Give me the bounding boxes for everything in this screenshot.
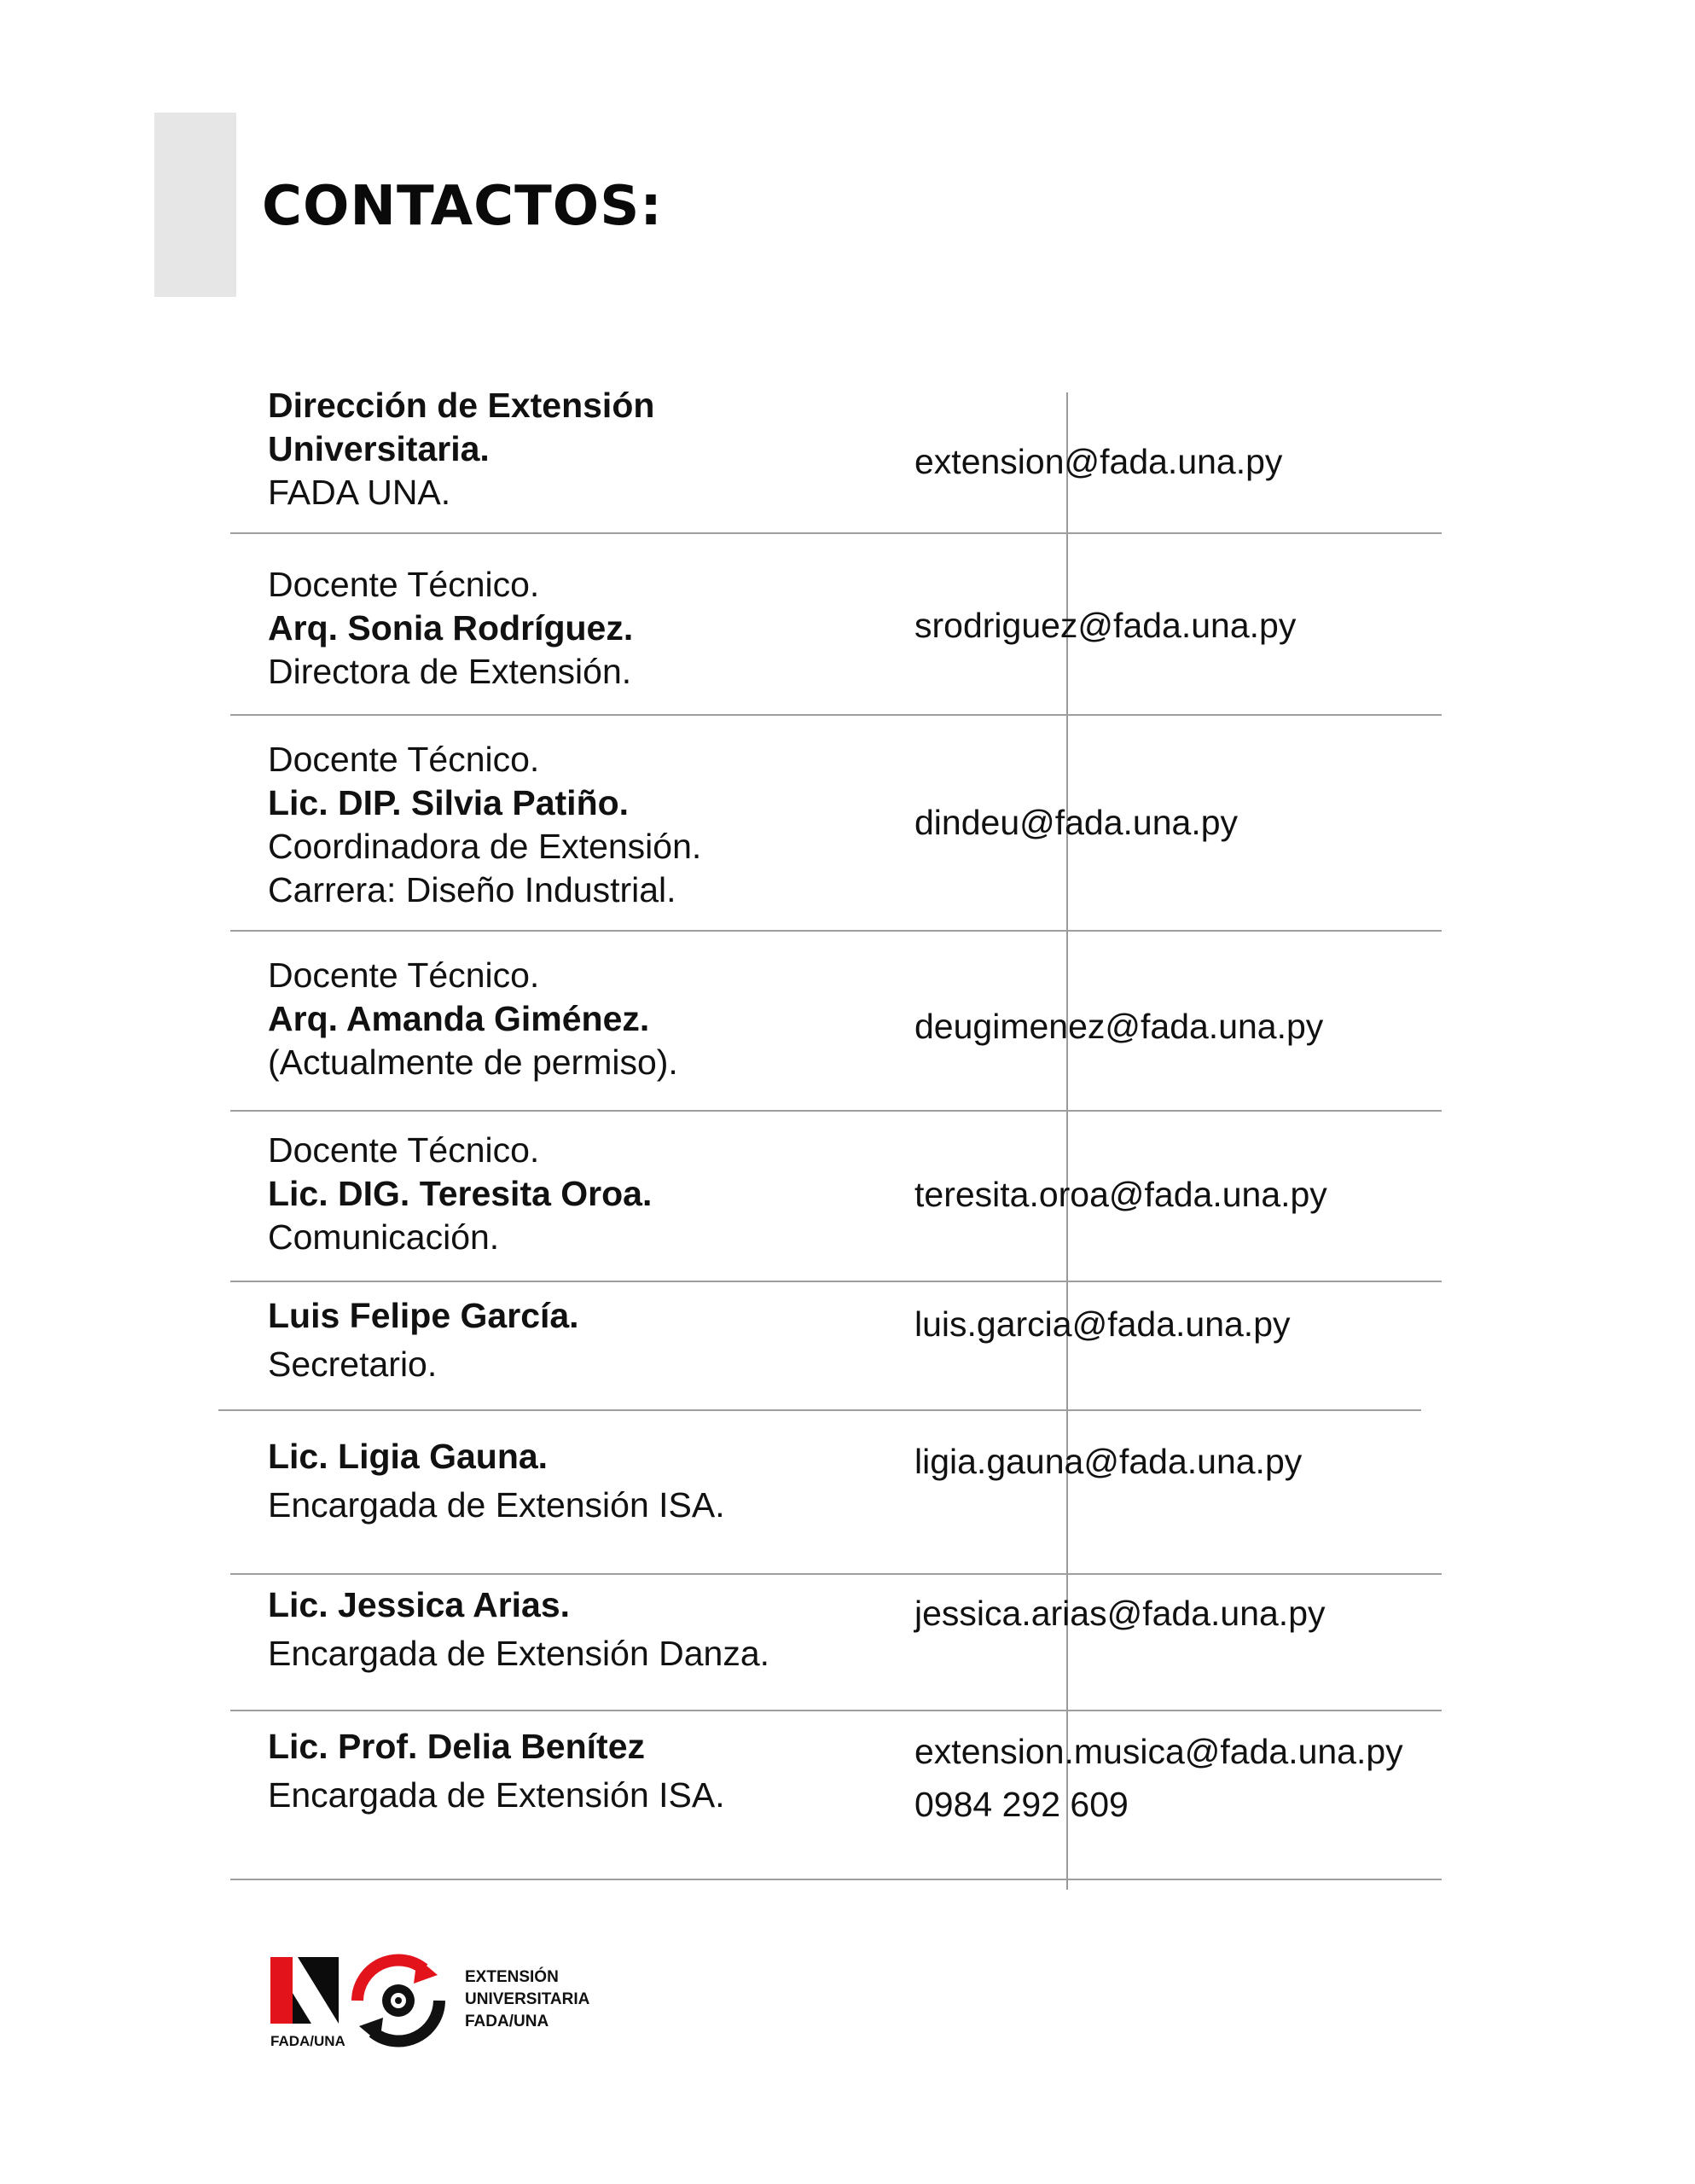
page-title: CONTACTOS: — [262, 175, 663, 238]
contact-line: FADA UNA. — [268, 473, 451, 512]
contact-line: Docente Técnico. — [268, 740, 540, 779]
contact-line: Lic. Ligia Gauna. — [268, 1437, 549, 1476]
contact-line: Docente Técnico. — [268, 956, 540, 995]
contact-row-sonia — [230, 534, 1442, 716]
contact-line: Lic. Prof. Delia Benítez — [268, 1727, 645, 1766]
email-link[interactable]: luis.garcia@fada.una.py — [914, 1304, 1291, 1344]
title-accent-bar — [154, 113, 236, 297]
email-link[interactable]: srodriguez@fada.una.py — [914, 606, 1297, 645]
email-link[interactable]: extension@fada.una.py — [914, 442, 1283, 481]
contact-line: Universitaria. — [268, 429, 490, 468]
email-link[interactable]: extension.musica@fada.una.py — [914, 1732, 1403, 1771]
fada-logo-dot — [319, 2009, 328, 2018]
extension-line-3: FADA/UNA — [465, 2013, 549, 2030]
contact-line: Docente Técnico. — [268, 565, 540, 604]
contact-email[interactable] — [914, 1298, 1291, 1350]
extension-core-dot — [395, 1997, 402, 2004]
contact-line: (Actualmente de permiso). — [268, 1043, 678, 1082]
contact-line: Secretario. — [268, 1345, 438, 1384]
contact-email[interactable] — [914, 1587, 1326, 1640]
phone-number: 0984 292 609 — [914, 1785, 1129, 1824]
fada-logo — [270, 1957, 345, 2049]
contact-line: Dirección de Extensión — [268, 386, 655, 425]
extension-logo — [357, 1958, 439, 2043]
email-link[interactable]: ligia.gauna@fada.una.py — [914, 1442, 1303, 1481]
contact-line: Docente Técnico. — [268, 1130, 540, 1170]
contact-row-ligia — [230, 1411, 1442, 1575]
contact-info — [268, 563, 633, 694]
email-link[interactable]: deugimenez@fada.una.py — [914, 1007, 1324, 1046]
contact-row-amanda — [230, 932, 1442, 1112]
extension-line-1: EXTENSIÓN — [465, 1968, 559, 1986]
contact-info — [268, 1294, 579, 1386]
contact-email[interactable] — [914, 1725, 1403, 1831]
contact-row-delia — [230, 1711, 1442, 1880]
contact-info — [268, 384, 654, 514]
contact-line: Directora de Extensión. — [268, 652, 632, 691]
contact-info — [268, 1435, 725, 1527]
contact-info — [268, 1583, 769, 1676]
email-link[interactable]: jessica.arias@fada.una.py — [914, 1594, 1326, 1633]
extension-arrow-red — [414, 1958, 438, 1984]
email-link[interactable]: dindeu@fada.una.py — [914, 803, 1239, 842]
contact-line: Encargada de Extensión Danza. — [268, 1634, 770, 1673]
contact-line: Lic. Jessica Arias. — [268, 1585, 571, 1624]
contact-info — [268, 1725, 725, 1817]
contact-row-teresita — [230, 1112, 1442, 1282]
email-link[interactable]: teresita.oroa@fada.una.py — [914, 1175, 1327, 1214]
contact-row-jessica — [230, 1575, 1442, 1711]
contact-line: Arq. Amanda Giménez. — [268, 999, 650, 1038]
contact-line: Encargada de Extensión ISA. — [268, 1775, 725, 1815]
contact-row-luis — [218, 1282, 1421, 1411]
extension-text — [465, 1967, 590, 2030]
contact-line: Arq. Sonia Rodríguez. — [268, 608, 634, 648]
contact-line: Coordinadora de Extensión. — [268, 827, 702, 866]
contact-row-silvia — [230, 716, 1442, 932]
contact-line: Carrera: Diseño Industrial. — [268, 870, 676, 909]
contact-line: Comunicación. — [268, 1217, 500, 1257]
contact-line: Lic. DIP. Silvia Patiño. — [268, 783, 630, 822]
contact-row-extension — [230, 386, 1442, 534]
contact-email[interactable] — [914, 1000, 1323, 1053]
contact-email[interactable] — [914, 435, 1282, 488]
contact-email[interactable] — [914, 1435, 1302, 1488]
fada-logo-label: FADA/UNA — [270, 2033, 345, 2049]
contact-line: Luis Felipe García. — [268, 1296, 579, 1335]
contact-email[interactable] — [914, 796, 1238, 849]
extension-line-2: UNIVERSITARIA — [465, 1990, 590, 2008]
fada-logo-red — [270, 1957, 293, 2024]
contact-line: Lic. DIG. Teresita Oroa. — [268, 1174, 653, 1213]
contact-line: Encargada de Extensión ISA. — [268, 1485, 725, 1525]
extension-arrow-black — [359, 2018, 383, 2043]
contact-email[interactable] — [914, 599, 1296, 652]
contact-info — [268, 954, 678, 1084]
logos-svg — [270, 1954, 629, 2056]
contact-email[interactable] — [914, 1168, 1327, 1221]
footer-logos — [270, 1954, 629, 2056]
contact-info — [268, 1129, 652, 1259]
contact-info — [268, 738, 701, 912]
